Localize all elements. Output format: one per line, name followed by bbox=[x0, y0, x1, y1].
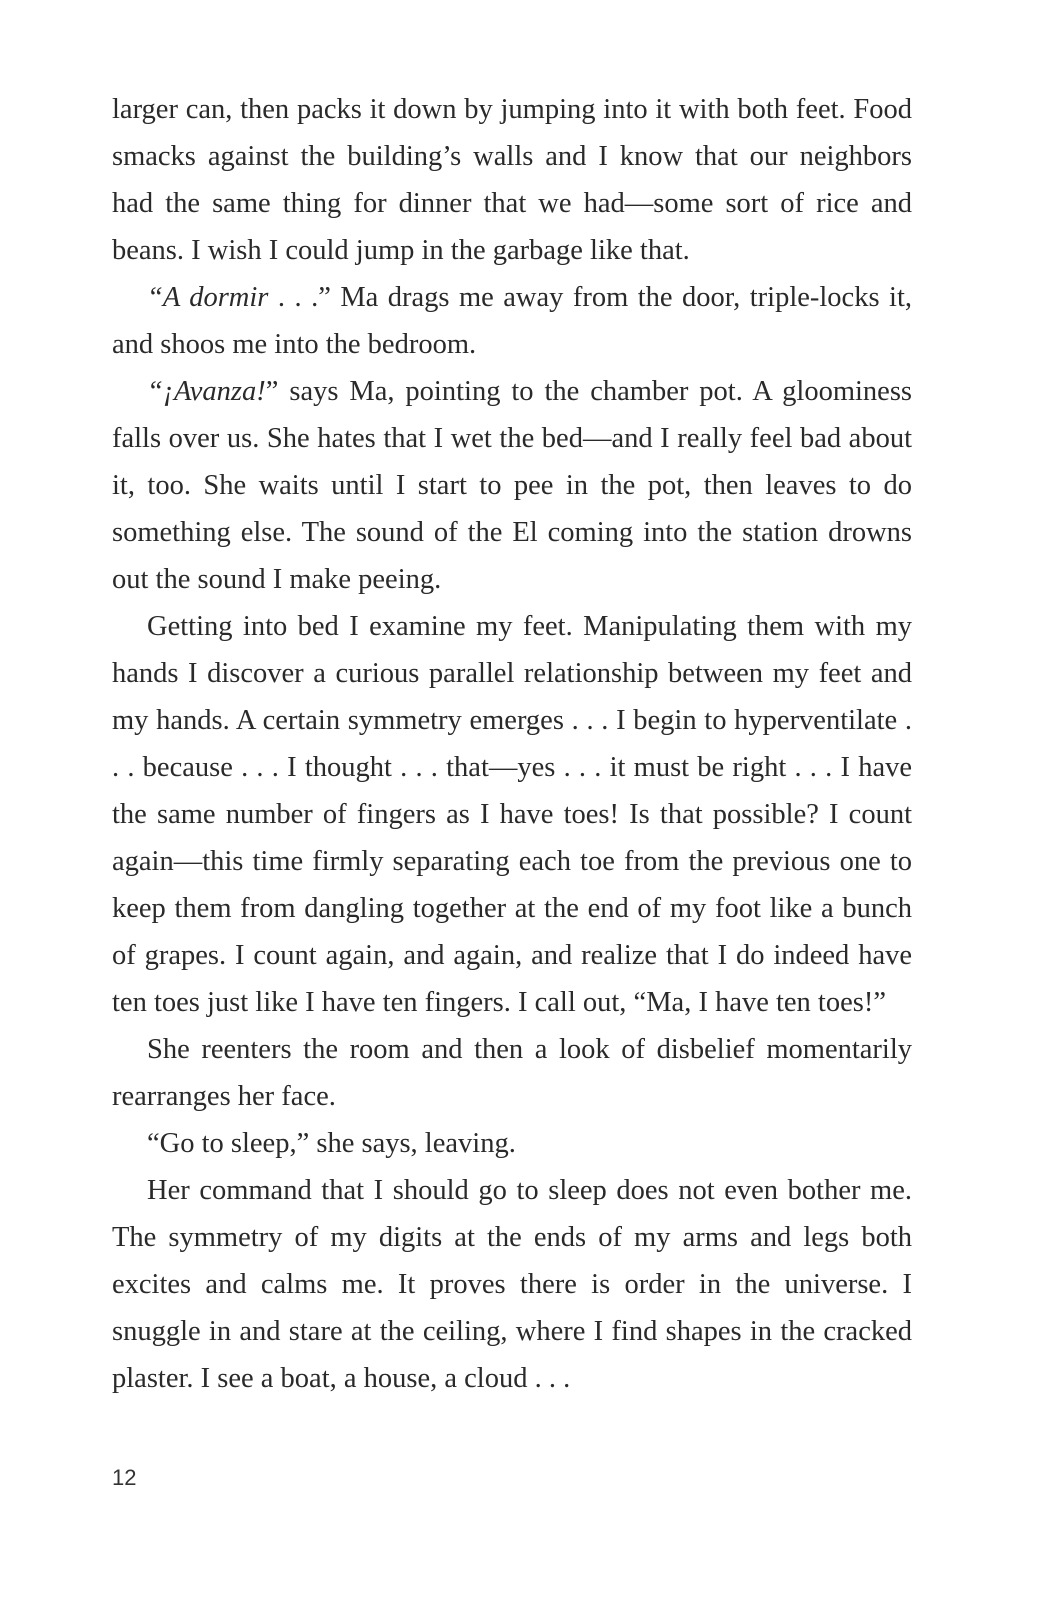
paragraph-6: “Go to sleep,” she says, leaving. bbox=[147, 1128, 516, 1159]
paragraph-2-italic: “A dormir bbox=[147, 282, 269, 313]
body-text bbox=[112, 86, 912, 1402]
page-number: 12 bbox=[112, 1465, 137, 1490]
paragraph-3-text: ” says Ma, pointing to the chamber pot. A gloominess falls over us. She hates that I wet the bed—and I really feel bad about it, too. She waits until I start to pee in the pot, then leaves to do something else. The sound of the El coming into the station drowns out the sound I make peeing. bbox=[112, 376, 912, 595]
paragraph-4: Getting into bed I examine my feet. Manipulating them with my hands I discover a curious parallel relationship between my feet and my hands. A certain symmetry emerges . . . I begin to hyperventilate . . . because . . . I thought . . . that—yes . . . it must be right . . . I have the same number of fingers as I have toes! Is that possible? I count again—this time firmly separating each toe from the previous one to keep them from dangling together at the end of my foot like a bunch of grapes. I count again, and again, and realize that I do indeed have ten toes just like I have ten fingers. I call out, “Ma, I have ten toes!” bbox=[112, 611, 912, 1018]
paragraph-7: Her command that I should go to sleep does not even bother me. The symmetry of my digits at the ends of my arms and legs both excites and calms me. It proves there is order in the universe. I snuggle in and stare at the ceiling, where I find shapes in the cracked plaster. I see a boat, a house, a cloud . . . bbox=[112, 1175, 912, 1394]
paragraph-3-italic: “¡Avanza! bbox=[147, 376, 266, 407]
paragraph-5: She reenters the room and then a look of disbelief momentarily rearranges her face. bbox=[112, 1034, 912, 1112]
paragraph-2-text: . . .” Ma drags me away from the door, triple-locks it, and shoos me into the bedroom. bbox=[112, 282, 912, 360]
paragraph-1: larger can, then packs it down by jumping into it with both feet. Food smacks against the building’s walls and I know that our neighbors had the same thing for dinner that we had—some sort of rice and beans. I wish I could jump in the garbage like that. bbox=[112, 94, 912, 266]
paragraph-3 bbox=[112, 368, 912, 603]
paragraph-2 bbox=[112, 274, 912, 368]
